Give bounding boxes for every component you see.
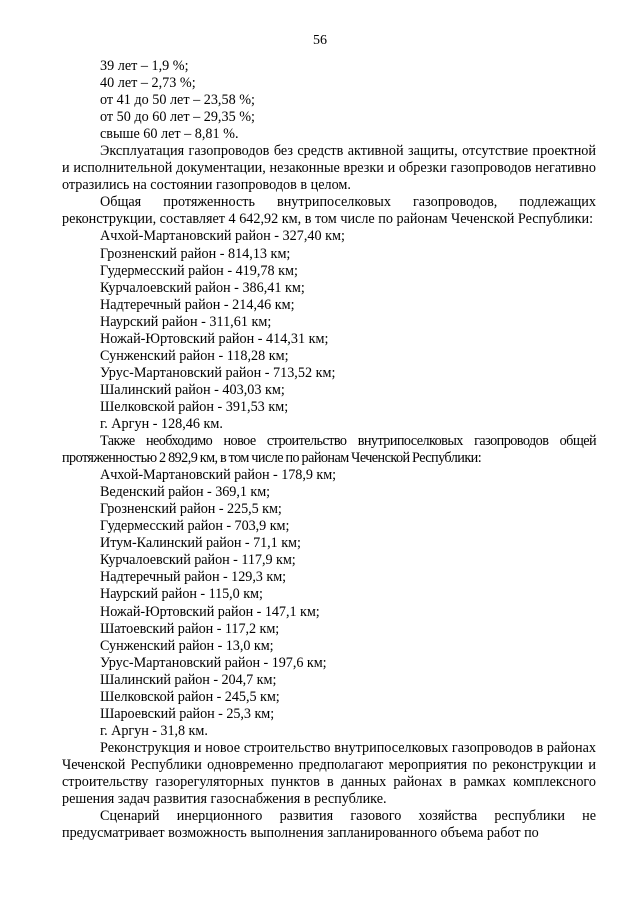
- list-item: Итум-Калинский район - 71,1 км;: [100, 535, 301, 552]
- paragraph-measures: Реконструкция и новое строительство внутрипоселковых газопроводов в районах Чеченской Республики одновременно предполагают мероприятия по реконструкции и строительству газорегуляторных пунктов в данных районах в рамках комплексного решения задач развития газоснабжения в республике.: [62, 739, 596, 808]
- paragraph-reconstruction-total: Общая протяженность внутрипоселковых газопроводов, подлежащих реконструкции, составляет 4 642,92 км, в том числе по районам Чеченской Республики:: [62, 194, 596, 228]
- list-item: Гудермесский район - 419,78 км;: [100, 262, 298, 279]
- paragraph-exploitation: Эксплуатация газопроводов без средств активной защиты, отсутствие проектной и исполнительной документации, незаконные врезки и обрезки газопроводов негативно отразились на состоянии газопроводов в целом.: [62, 143, 596, 194]
- list-item: Урус-Мартановский район - 197,6 км;: [100, 654, 327, 671]
- list-item: Наурский район - 115,0 км;: [100, 586, 263, 603]
- list-item: Ачхой-Мартановский район - 327,40 км;: [100, 228, 345, 245]
- list-item: 39 лет – 1,9 %;: [100, 58, 189, 74]
- list-item: Грозненский район - 814,13 км;: [100, 245, 291, 262]
- list-item: Гудермесский район - 703,9 км;: [100, 518, 290, 535]
- page-number: 56: [313, 33, 327, 48]
- list-item: от 50 до 60 лет – 29,35 %;: [100, 109, 255, 126]
- list-item: Курчалоевский район - 117,9 км;: [100, 552, 296, 569]
- list-item: Сунженский район - 13,0 км;: [100, 637, 274, 654]
- list-item: г. Аргун - 128,46 км.: [100, 415, 223, 432]
- construction-district-list: [62, 467, 596, 740]
- list-item: Веденский район - 369,1 км;: [100, 484, 271, 501]
- paragraph-inertial-scenario: Сценарий инерционного развития газового хозяйства республики не предусматривает возможность выполнения запланированного объема работ по: [62, 808, 596, 842]
- list-item: Урус-Мартановский район - 713,52 км;: [100, 364, 336, 381]
- list-item: Шелковской район - 245,5 км;: [100, 688, 280, 705]
- list-item: Надтеречный район - 214,46 км;: [100, 296, 295, 313]
- list-item: от 41 до 50 лет – 23,58 %;: [100, 92, 255, 109]
- list-item: г. Аргун - 31,8 км.: [100, 722, 208, 739]
- page-content: [62, 58, 596, 842]
- list-item: свыше 60 лет – 8,81 %.: [100, 126, 239, 143]
- reconstruction-district-list: [62, 228, 596, 433]
- list-item: Шалинский район - 403,03 км;: [100, 381, 285, 398]
- list-item: Шелковской район - 391,53 км;: [100, 398, 289, 415]
- list-item: Ачхой-Мартановский район - 178,9 км;: [100, 467, 337, 484]
- list-item: Шалинский район - 204,7 км;: [100, 671, 277, 688]
- list-item: Надтеречный район - 129,3 км;: [100, 569, 287, 586]
- age-distribution-list: [62, 58, 596, 143]
- paragraph-new-construction: Также необходимо новое строительство внутрипоселковых газопроводов общей протяженностью 2 892,9 км, в том числе по районам Чеченской Республики:: [62, 433, 596, 467]
- list-item: Наурский район - 311,61 км;: [100, 313, 272, 330]
- list-item: Шатоевский район - 117,2 км;: [100, 620, 280, 637]
- list-item: Ножай-Юртовский район - 414,31 км;: [100, 330, 329, 347]
- list-item: Ножай-Юртовский район - 147,1 км;: [100, 603, 320, 620]
- list-item: Сунженский район - 118,28 км;: [100, 347, 289, 364]
- list-item: Шароевский район - 25,3 км;: [100, 705, 275, 722]
- list-item: 40 лет – 2,73 %;: [100, 75, 196, 92]
- list-item: Курчалоевский район - 386,41 км;: [100, 279, 305, 296]
- list-item: Грозненский район - 225,5 км;: [100, 501, 282, 518]
